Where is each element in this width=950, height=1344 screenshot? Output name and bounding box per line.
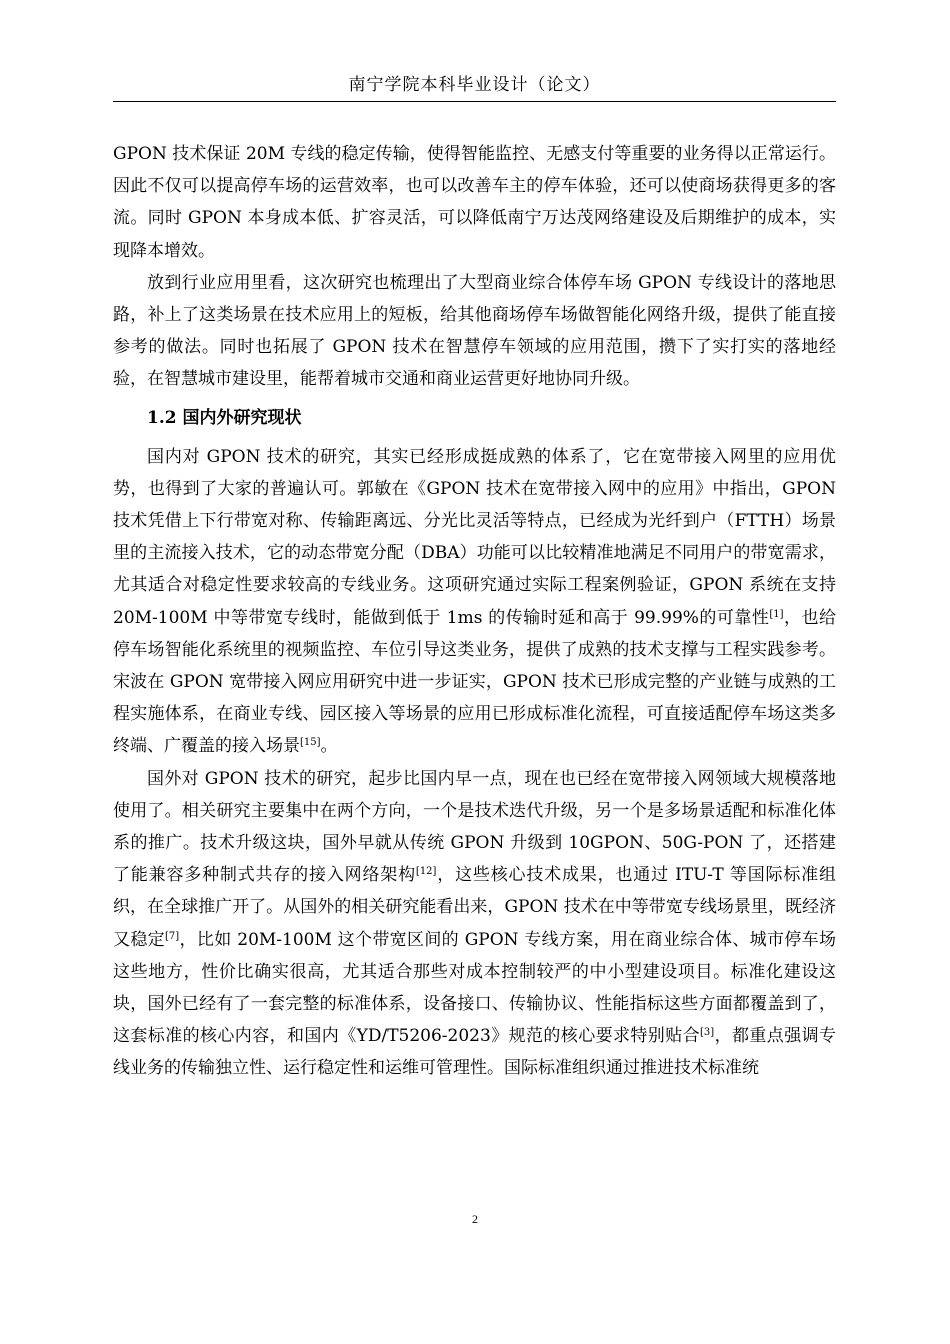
paragraph-foreign-research [113, 763, 836, 1085]
citation-ref: [12] [415, 866, 437, 878]
paragraph-text: 。 [320, 736, 338, 757]
page-number: 2 [472, 1212, 478, 1226]
citation-ref: [3] [700, 1027, 715, 1039]
paragraph-text: ，也给停车场智能化系统里的视频监控、车位引导这类业务，提供了成熟的技术支撑与工程实践参考。宋波在 GPON 宽带接入网应用研究中进一步证实，GPON 技术已形成完整的产业链与成熟的工程实施体系，在商业专线、园区接入等场景的应用已形成标准化流程，可直接适配停车场这类多终端、广覆盖的接入场景 [113, 607, 837, 757]
paragraph-text: 国外对 GPON 技术的研究，起步比国内早一点，现在也已经在宽带接入网领域大规模落地使用了。相关研究主要集中在两个方向，一个是技术迭代升级，另一个是多场景适配和标准化体系的推广。技术升级这块，国外早就从传统 GPON 升级到 10GPON、50G-PON 了，还搭建了能兼容多种制式共存的接入网络架构 [113, 768, 836, 886]
paragraph-text: ，都重点强调专线业务的传输独立性、运行稳定性和运维可管理性。国际标准组织通过推进技术标准统 [113, 1026, 836, 1079]
paragraph-text: 国内对 GPON 技术的研究，其实已经形成挺成熟的体系了，它在宽带接入网里的应用优势，也得到了大家的普遍认可。郭敏在《GPON 技术在宽带接入网中的应用》中指出，GPON 技术凭借上下行带宽对称、传输距离远、分光比灵活等特点，已经成为光纤到户（FTTH）场景里的主流接入技术，它的动态带宽分配（DBA）功能可以比较精准地满足不同用户的带宽需求，尤其适合对稳定性要求较高的专线业务。这项研究通过实际工程案例验证，GPON 系统在支持 20M-100M 中等带宽专线时，能做到低于 1ms 的传输时延和高于 99.99%的可靠性 [113, 446, 836, 628]
paragraph-industry-application: 放到行业应用里看，这次研究也梳理出了大型商业综合体停车场 GPON 专线设计的落地思路，补上了这类场景在技术应用上的短板，给其他商场停车场做智能化网络升级，提供了能直接参考的做法。同时也拓展了 GPON 技术在智慧停车领域的应用范围，攒下了实打实的落地经验，在智慧城市建设里，能帮着城市交通和商业运营更好地协同升级。 [113, 272, 836, 390]
paragraph-text: ，这些核心技术成果，也通过 ITU-T 等国际标准组织，在全球推广开了。从国外的相关研究能看出来，GPON 技术在中等带宽专线场景里，既经济又稳定 [113, 865, 837, 950]
citation-ref: [15] [300, 737, 321, 749]
citation-ref: [1] [769, 608, 784, 620]
paragraph-continued: GPON 技术保证 20M 专线的稳定传输，使得智能监控、无感支付等重要的业务得以正常运行。因此不仅可以提高停车场的运营效率，也可以改善车主的停车体验，还可以使商场获得更多的客流。同时 GPON 本身成本低、扩容灵活，可以降低南宁万达茂网络建设及后期维护的成本，实现降本增效。 [113, 144, 836, 261]
body-content [113, 138, 836, 1085]
section-heading: 1.2 国内外研究现状 [147, 408, 302, 429]
page-header [113, 70, 836, 102]
paragraph-text: ，比如 20M-100M 这个带宽区间的 GPON 专线方案，用在商业综合体、城市停车场这些地方，性价比确实很高，尤其适合那些对成本控制较严的中小型建设项目。标准化建设这块，国外已经有了一套完整的标准体系，设备接口、传输协议、性能指标这些方面都覆盖到了，这套标准的核心内容，和国内《YD/T5206-2023》规范的核心要求特别贴合 [113, 929, 836, 1047]
citation-ref: [7] [165, 930, 180, 942]
header-title: 南宁学院本科毕业设计（论文） [348, 75, 601, 95]
paragraph-domestic-research [113, 441, 836, 763]
